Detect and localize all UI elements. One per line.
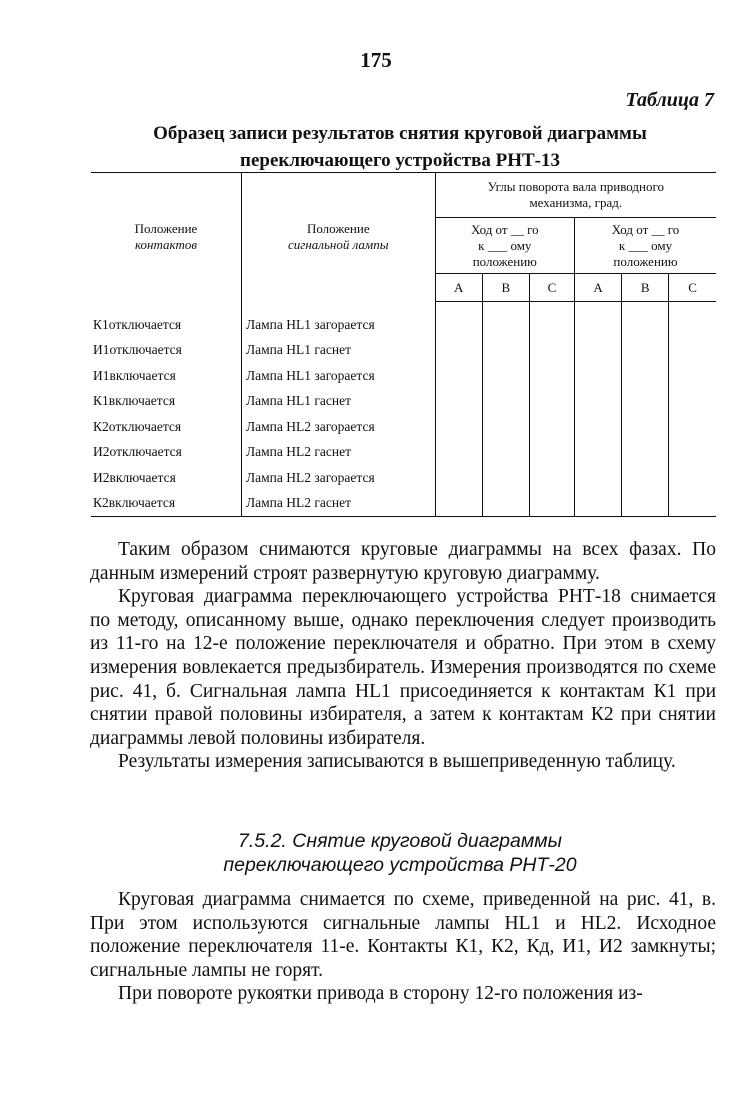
cell-angle-value	[575, 491, 622, 517]
cell-angle-value	[529, 414, 574, 440]
header-contacts-line-1: Положение	[134, 221, 198, 237]
travel-line-1: Ход от __ го	[471, 221, 539, 237]
header-contacts	[91, 173, 241, 302]
body-text-2	[90, 888, 716, 1006]
results-table	[91, 172, 716, 517]
cell-angle-value	[575, 465, 622, 491]
cell-angle-value	[435, 465, 482, 491]
cell-contacts: К1отключается	[93, 316, 182, 332]
cell-contacts: К1включается	[93, 393, 176, 409]
header-travel-right	[575, 218, 717, 274]
cell-angle-value	[435, 389, 482, 415]
header-lamp	[241, 173, 435, 302]
page-number: 175	[360, 48, 392, 72]
table-row	[91, 312, 716, 338]
travel-line-1: Ход от __ го	[611, 221, 680, 237]
cell-angle-value	[482, 363, 529, 389]
header-col-a: A	[575, 274, 622, 302]
header-col-c: C	[529, 274, 574, 302]
table-title-line-1: Образец записи результатов снятия круговой диаграммы	[153, 123, 647, 144]
cell-angle-value	[482, 440, 529, 466]
travel-line-3: положению	[472, 253, 537, 269]
cell-angle-value	[575, 389, 622, 415]
cell-angle-value	[622, 414, 669, 440]
paragraph: Таким образом снимаются круговые диаграммы на всех фазах. По данным измерений строят развернутую круговую диаграмму.	[90, 539, 716, 584]
cell-angle-value	[669, 414, 716, 440]
header-col-b: B	[622, 274, 669, 302]
cell-angle-value	[435, 363, 482, 389]
section-title-line-1: 7.5.2. Снятие круговой диаграммы	[238, 830, 562, 852]
cell-angle-value	[622, 312, 669, 338]
cell-angle-value	[529, 363, 574, 389]
cell-contacts: И1отключается	[93, 342, 182, 358]
header-travel-left	[435, 218, 574, 274]
cell-contacts: И1включается	[93, 367, 176, 383]
cell-lamp: Лампа HL2 гаснет	[241, 440, 435, 466]
cell-lamp: Лампа HL1 загорается	[241, 312, 435, 338]
cell-angle-value	[622, 465, 669, 491]
header-angles	[435, 173, 716, 218]
cell-contacts: К2включается	[91, 491, 241, 517]
table-row	[91, 389, 716, 415]
cell-angle-value	[575, 338, 622, 364]
cell-angle-value	[529, 440, 574, 466]
cell-angle-value	[435, 440, 482, 466]
cell-lamp: Лампа HL2 загорается	[241, 465, 435, 491]
header-lamp-line-1: Положение	[306, 221, 370, 237]
cell-angle-value	[435, 338, 482, 364]
body-text-1	[90, 538, 716, 774]
paragraph: Круговая диаграмма переключающего устройства РНТ-18 снимается по методу, описанному выше, однако переключения следует производить из 11-го на 12-е положение переключателя и обратно. При этом в схему измерения вовлекается предызбиратель. Измерения производятся по схеме рис. 41, б. Сигнальная лампа HL1 присоединяется к контактам К1 при снятии правой половины избирателя, а затем к контактам К2 при снятии диаграммы левой половины избирателя.	[90, 586, 716, 749]
header-col-c: C	[669, 274, 716, 302]
cell-angle-value	[669, 363, 716, 389]
cell-angle-value	[575, 414, 622, 440]
cell-angle-value	[669, 491, 716, 517]
cell-contacts: И2отключается	[93, 444, 182, 460]
paragraph: Круговая диаграмма снимается по схеме, приведенной на рис. 41, в. При этом используются сигнальные лампы HL1 и HL2. Исходное положение переключателя 11-е. Контакты К1, К2, Кд, И1, И2 замкнуты; сигнальные лампы не горят.	[90, 889, 716, 981]
cell-angle-value	[622, 338, 669, 364]
header-angles-line-2: механизма, град.	[529, 195, 623, 210]
cell-angle-value	[622, 389, 669, 415]
cell-angle-value	[435, 491, 482, 517]
header-contacts-line-2: контактов	[134, 237, 197, 253]
cell-angle-value	[482, 491, 529, 517]
cell-lamp: Лампа HL1 загорается	[241, 363, 435, 389]
cell-angle-value	[529, 312, 574, 338]
cell-angle-value	[669, 338, 716, 364]
table-row	[91, 465, 716, 491]
cell-angle-value	[529, 465, 574, 491]
header-col-b: B	[482, 274, 529, 302]
paragraph: При повороте рукоятки привода в сторону 12-го положения из-	[118, 983, 643, 1005]
header-angles-line-1: Углы поворота вала приводного	[487, 179, 664, 194]
table-title	[80, 120, 720, 174]
cell-angle-value	[669, 312, 716, 338]
cell-angle-value	[529, 389, 574, 415]
cell-angle-value	[482, 338, 529, 364]
table-row	[91, 491, 716, 517]
cell-angle-value	[482, 389, 529, 415]
cell-angle-value	[622, 491, 669, 517]
cell-angle-value	[529, 338, 574, 364]
table-row	[91, 414, 716, 440]
table-row	[91, 440, 716, 466]
table-title-line-2: переключающего устройства РНТ-13	[240, 150, 560, 171]
header-col-a: A	[435, 274, 482, 302]
cell-angle-value	[622, 363, 669, 389]
paragraph: Результаты измерения записываются в вышеприведенную таблицу.	[118, 751, 676, 773]
cell-angle-value	[435, 414, 482, 440]
cell-angle-value	[435, 312, 482, 338]
travel-line-2: к ___ ому	[618, 237, 673, 253]
cell-angle-value	[482, 312, 529, 338]
cell-lamp: Лампа HL1 гаснет	[241, 338, 435, 364]
cell-angle-value	[529, 491, 574, 517]
table-spacer-row	[91, 302, 716, 313]
table-row	[91, 338, 716, 364]
cell-angle-value	[575, 440, 622, 466]
cell-contacts: К2отключается	[93, 418, 182, 434]
cell-lamp: Лампа HL2 загорается	[241, 414, 435, 440]
cell-angle-value	[575, 312, 622, 338]
table-label: Таблица 7	[625, 89, 714, 111]
header-lamp-line-2: сигнальной лампы	[288, 237, 389, 253]
cell-angle-value	[482, 414, 529, 440]
cell-lamp: Лампа HL2 гаснет	[241, 491, 435, 517]
cell-lamp: Лампа HL1 гаснет	[241, 389, 435, 415]
cell-angle-value	[669, 440, 716, 466]
cell-angle-value	[482, 465, 529, 491]
cell-angle-value	[669, 465, 716, 491]
cell-contacts: И2включается	[93, 469, 176, 485]
cell-angle-value	[622, 440, 669, 466]
travel-line-2: к ___ ому	[478, 237, 532, 253]
section-title-line-2: переключающего устройства РНТ-20	[223, 854, 577, 876]
cell-angle-value	[669, 389, 716, 415]
section-title	[80, 829, 720, 877]
travel-line-3: положению	[613, 253, 678, 269]
cell-angle-value	[575, 363, 622, 389]
table-row	[91, 363, 716, 389]
